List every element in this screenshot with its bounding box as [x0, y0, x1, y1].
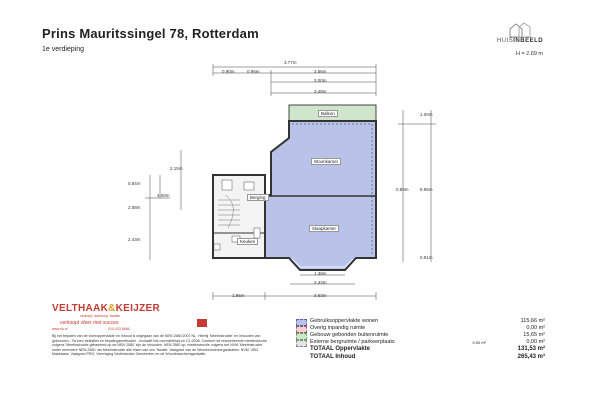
- ceiling-height: H = 2.69 m: [515, 51, 543, 57]
- dim-right-mid: 0.89m: [396, 187, 409, 192]
- room-bedroom: Slaapkamer: [309, 225, 339, 232]
- room-kitchen: Keuken: [237, 238, 258, 245]
- legend-value-other: 0,00 m²: [526, 325, 545, 331]
- room-balcony: Balkon: [318, 110, 338, 117]
- dim-left-d: 2.43m: [128, 237, 141, 242]
- page-title: Prins Mauritssingel 78, Rotterdam: [42, 26, 259, 41]
- dim-top-left-b: 0.95m: [247, 69, 260, 74]
- company-tagline: verkoop, aankoop, taxatie: [80, 314, 121, 318]
- legend-swatch-living: [296, 319, 307, 326]
- dim-right-total: 8.95m: [420, 187, 433, 192]
- brand-left: HUIS: [496, 38, 514, 44]
- legend-swatch-outdoor: [296, 333, 307, 340]
- total-volume-label: TOTAAL Inhoud: [310, 354, 356, 360]
- company-name: [52, 303, 160, 314]
- dim-top-left-a: 0.90m: [222, 69, 235, 74]
- floor-text: 1e verdieping: [42, 46, 85, 53]
- dim-left-b: 4.00m: [157, 193, 170, 198]
- legend-value-outdoor: 15,65 m²: [523, 332, 545, 338]
- dim-left-a: 0.84m: [128, 181, 141, 186]
- legend-value-living: 115,66 m²: [520, 318, 545, 324]
- dim-right-top: 1.00m: [420, 112, 433, 117]
- company-slogan: verkoopt sfeer met succes: [60, 320, 119, 326]
- room-storage: Berging: [247, 194, 269, 201]
- dim-left-upper: 2.15m: [170, 166, 183, 171]
- legend-label-external: Externe bergruimte / parkeerplaats: [310, 339, 395, 345]
- dim-bottom-left: 1.96m: [232, 293, 245, 298]
- legend-extra-value: 0,00 m²: [472, 340, 486, 345]
- dim-right-low: 0.91m: [420, 255, 433, 260]
- legend-swatch-external: [296, 340, 307, 347]
- fridge-icon: [214, 244, 220, 250]
- dim-bay-outer: 2.43m: [314, 280, 327, 285]
- dim-top-right: 3.66m: [314, 69, 327, 74]
- total-area-value: 131,53 m²: [517, 346, 545, 352]
- dimension-lines-right: [398, 110, 436, 262]
- dim-top-total: 3.77m: [284, 60, 297, 65]
- company-web: www.vk.nl: [52, 327, 68, 331]
- legend-value-external: 0,00 m²: [526, 339, 545, 345]
- company-name-b: KEIJZER: [115, 303, 160, 314]
- brand-right: INBEELD: [513, 38, 544, 44]
- legend-swatch-other: [296, 326, 307, 333]
- stair-block: [213, 175, 265, 258]
- company-amp: &: [108, 303, 116, 314]
- company-badge-icon: [197, 319, 207, 327]
- legend-label-outdoor: Gebouw gebonden buitenruimte: [310, 332, 389, 338]
- total-volume-value: 265,43 m³: [517, 354, 545, 360]
- disclaimer-text: Bij het bepalen van de vloeroppervlakte en inhoud is uitgegaan van de NEN 2580:2007 NL. Hierbij 'Meetinstructie' en inhouden van gebouwen - Termen definities en bepalingsmethoden - inclusief het correctieblad en C1:2008. Conform de branchebrede meetinstructie volgens 'Meetinstructie gebaseerd op de NEN 2580' zijn de inhouden. NEN 2580 op: meetinstructie volgens het NVM 'Meetinstructie' onder meerdere NEN-2580. als Meetinstructie alle eisen van ons Taxatie. Vastgoed van de Woonbrancheorganisaties: NVM, VBO Makelaars, Vastgoed PRO, Vereniging Nederlandse Gemeenten en de Woonbrancheorganisatie.: [52, 334, 267, 357]
- toilet-icon: [222, 180, 232, 190]
- dim-left-c: 2.08m: [128, 205, 141, 210]
- company-phone: 010-433 6666: [108, 327, 130, 331]
- dim-row3: 3.48m: [314, 89, 327, 94]
- dimension-lines-top: [213, 64, 376, 96]
- radiator-icon: [254, 228, 260, 238]
- company-name-a: VELTHAAK: [52, 303, 109, 314]
- room-living: Woonkamer: [311, 158, 341, 165]
- total-area-label: TOTAAL Oppervlakte: [310, 346, 371, 352]
- dim-row2: 3.00m: [314, 78, 327, 83]
- sink-icon: [244, 182, 254, 190]
- legend-label-living: Gebruiksoppervlakte wonen: [310, 318, 379, 324]
- dim-bottom-right: 3.63m: [314, 293, 327, 298]
- dim-bay-inner: 1.38m: [314, 271, 327, 276]
- legend-label-other: Overig inpandig ruimte: [310, 325, 366, 331]
